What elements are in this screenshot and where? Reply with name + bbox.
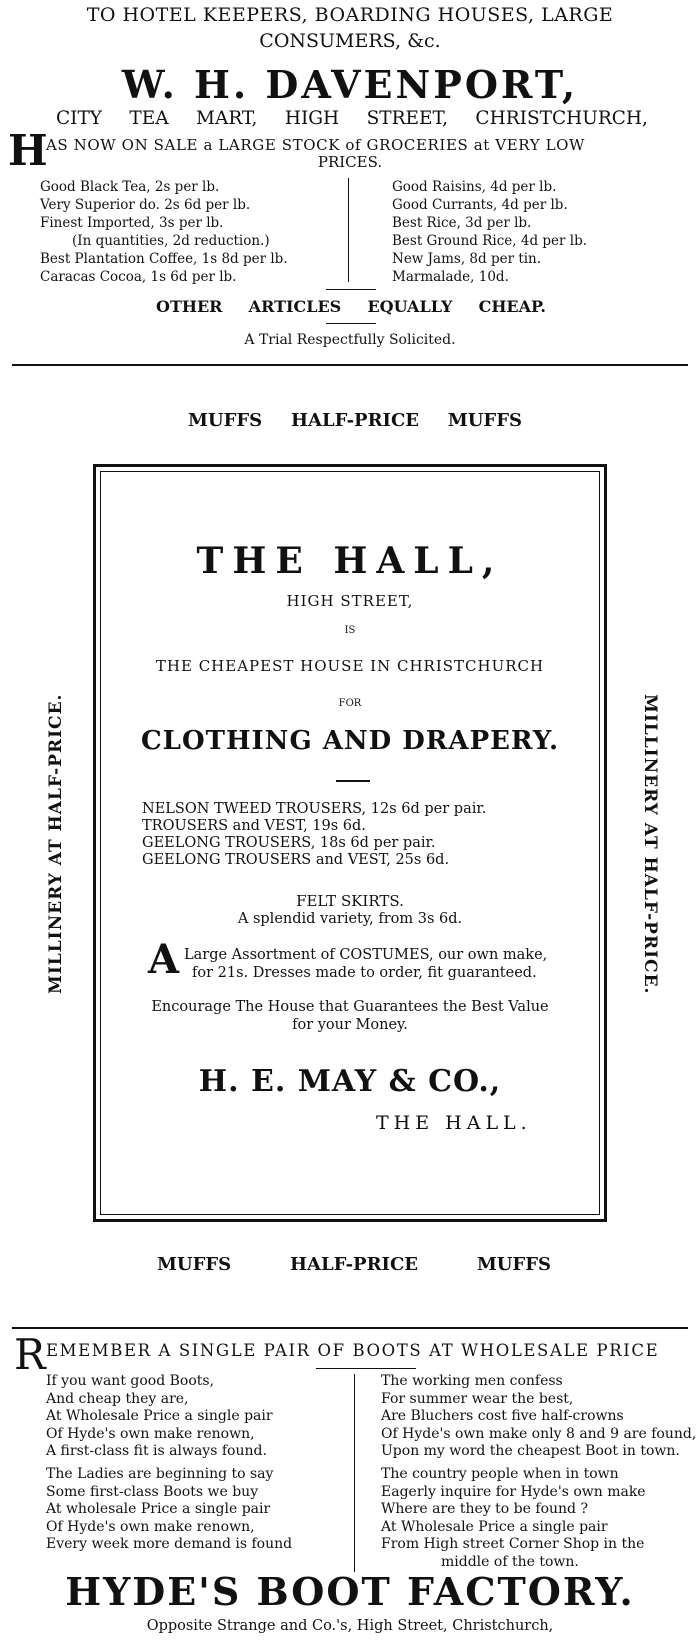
hall-clothing: CLOTHING AND DRAPERY. bbox=[140, 726, 560, 756]
muffs-word: MUFFS bbox=[188, 410, 263, 431]
verse-line: The working men confess bbox=[381, 1373, 563, 1389]
verse-line: Are Bluchers cost five half-crowns bbox=[381, 1408, 624, 1424]
verse-line: A first-class fit is always found. bbox=[46, 1443, 267, 1459]
verse-line: Of Hyde's own make renown, bbox=[46, 1425, 255, 1442]
davenport-heading-line2: CONSUMERS, &c. bbox=[259, 30, 441, 52]
verse-line: The country people when in town bbox=[381, 1466, 619, 1482]
davenport-column-divider bbox=[348, 178, 349, 282]
other-articles-word: ARTICLES bbox=[248, 297, 342, 316]
davenport-sale-line2: PRICES. bbox=[317, 153, 383, 171]
hyde-dropcap: R bbox=[14, 1330, 46, 1379]
verse-line: Eagerly inquire for Hyde's own make bbox=[381, 1483, 646, 1500]
short-divider bbox=[326, 323, 376, 324]
hall-street: HIGH STREET, bbox=[286, 592, 414, 610]
price-item: Marmalade, 10d. bbox=[392, 269, 509, 285]
davenport-trial: A Trial Respectfully Solicited. bbox=[244, 332, 456, 348]
section-divider bbox=[12, 1327, 688, 1329]
price-item: New Jams, 8d per tin. bbox=[392, 251, 542, 267]
price-item: Best Plantation Coffee, 1s 8d per lb. bbox=[40, 251, 288, 267]
section-divider bbox=[12, 364, 688, 366]
price-item: Good Currants, 4d per lb. bbox=[392, 197, 568, 213]
muffs-word: MUFFS bbox=[476, 1254, 551, 1275]
verse-line: Every week more demand is found bbox=[46, 1536, 293, 1552]
verse-line: Of Hyde's own make only 8 and 9 are found, bbox=[381, 1425, 697, 1442]
price-item: (In quantities, 2d reduction.) bbox=[72, 233, 270, 249]
hall-side-left-text: MILLINERY AT HALF-PRICE. bbox=[46, 693, 66, 994]
other-articles-word: EQUALLY bbox=[367, 297, 453, 316]
address-word: STREET, bbox=[366, 108, 449, 129]
hyde-right-verse1 bbox=[381, 1373, 696, 1461]
verse-line: And cheap they are, bbox=[46, 1390, 189, 1407]
davenport-heading-line1: TO HOTEL KEEPERS, BOARDING HOUSES, LARGE bbox=[86, 4, 614, 26]
hall-trousers-list bbox=[142, 801, 486, 869]
price-item: Best Rice, 3d per lb. bbox=[392, 215, 532, 231]
hall-encourage-line2: for your Money. bbox=[292, 1017, 408, 1033]
trousers-item: GEELONG TROUSERS, 18s 6d per pair. bbox=[142, 835, 436, 851]
hall-cheapest: THE CHEAPEST HOUSE IN CHRISTCHURCH bbox=[155, 657, 545, 675]
verse-line: middle of the town. bbox=[441, 1553, 579, 1570]
other-articles-word: OTHER bbox=[156, 297, 223, 316]
verse-line: From High street Corner Shop in the bbox=[381, 1536, 645, 1552]
trousers-item: TROUSERS and VEST, 19s 6d. bbox=[142, 818, 366, 834]
verse-line: For summer wear the best, bbox=[381, 1390, 574, 1407]
hall-felt-skirts: FELT SKIRTS. bbox=[296, 892, 404, 910]
verse-line: At Wholesale Price a single pair bbox=[381, 1518, 608, 1535]
verse-line: Some first-class Boots we buy bbox=[46, 1483, 259, 1500]
hall-costumes-line2: for 21s. Dresses made to order, fit guaranteed. bbox=[192, 965, 537, 981]
verse-line: Upon my word the cheapest Boot in town. bbox=[381, 1443, 680, 1459]
muffs-word: HALF-PRICE bbox=[290, 410, 420, 431]
hall-side-right-text: MILLINERY AT HALF-PRICE. bbox=[640, 694, 660, 995]
hyde-right-verse2 bbox=[381, 1466, 646, 1571]
short-divider bbox=[316, 1368, 416, 1369]
price-item: Good Raisins, 4d per lb. bbox=[392, 179, 557, 195]
hall-for: FOR bbox=[338, 698, 362, 709]
address-word: CHRISTCHURCH, bbox=[475, 108, 648, 129]
address-word: CITY bbox=[56, 108, 103, 129]
hyde-column-divider bbox=[354, 1374, 355, 1572]
verse-line: Of Hyde's own make renown, bbox=[46, 1518, 255, 1535]
other-articles-word: CHEAP. bbox=[478, 297, 546, 316]
davenport-other-articles bbox=[156, 297, 546, 316]
davenport-dropcap: H bbox=[8, 126, 48, 175]
davenport-left-prices bbox=[40, 178, 288, 286]
hall-top-muffs bbox=[188, 410, 522, 431]
hyde-opposite: Opposite Strange and Co.'s, High Street, Christchurch, bbox=[146, 1618, 554, 1634]
muffs-word: MUFFS bbox=[447, 410, 522, 431]
hall-encourage-line1: Encourage The House that Guarantees the Best Value bbox=[151, 999, 549, 1015]
short-divider bbox=[336, 780, 370, 782]
hall-bottom-muffs bbox=[157, 1254, 551, 1275]
davenport-address bbox=[56, 108, 648, 129]
verse-line: The Ladies are beginning to say bbox=[46, 1466, 274, 1482]
trousers-item: GEELONG TROUSERS and VEST, 25s 6d. bbox=[142, 852, 450, 868]
trousers-item: NELSON TWEED TROUSERS, 12s 6d per pair. bbox=[142, 801, 487, 817]
address-word: TEA bbox=[129, 108, 169, 129]
price-item: Best Ground Rice, 4d per lb. bbox=[392, 233, 588, 249]
verse-line: Where are they to be found ? bbox=[381, 1501, 588, 1517]
davenport-sale-line1: AS NOW ON SALE a LARGE STOCK of GROCERIES at VERY LOW bbox=[46, 136, 586, 154]
price-item: Caracas Cocoa, 1s 6d per lb. bbox=[40, 269, 237, 285]
price-item: Good Black Tea, 2s per lb. bbox=[40, 179, 220, 195]
address-word: HIGH bbox=[284, 108, 340, 129]
muffs-word: MUFFS bbox=[157, 1254, 232, 1275]
hall-splendid: A splendid variety, from 3s 6d. bbox=[237, 911, 463, 927]
verse-line: At Wholesale Price a single pair bbox=[46, 1408, 273, 1424]
price-item: Very Superior do. 2s 6d per lb. bbox=[40, 197, 251, 213]
hall-is: IS bbox=[344, 625, 356, 636]
hall-costumes-line1: Large Assortment of COSTUMES, our own make, bbox=[184, 947, 548, 963]
hall-may: H. E. MAY & CO., bbox=[198, 1064, 502, 1099]
hyde-factory-name: HYDE'S BOOT FACTORY. bbox=[65, 1569, 635, 1614]
hall-dropcap: A bbox=[148, 936, 180, 983]
verse-line: If you want good Boots, bbox=[46, 1373, 215, 1389]
address-word: MART, bbox=[196, 108, 258, 129]
hyde-left-verse2 bbox=[46, 1466, 292, 1554]
hall-the-hall: THE HALL. bbox=[376, 1112, 532, 1134]
price-item: Finest Imported, 3s per lb. bbox=[40, 215, 224, 231]
hall-title: THE HALL, bbox=[196, 540, 504, 582]
hyde-headline: EMEMBER A SINGLE PAIR OF BOOTS AT WHOLESALE PRICE bbox=[46, 1341, 660, 1360]
short-divider bbox=[326, 289, 376, 290]
hyde-left-verse1 bbox=[46, 1373, 273, 1461]
davenport-right-prices bbox=[392, 178, 587, 286]
verse-line: At wholesale Price a single pair bbox=[46, 1501, 271, 1517]
muffs-word: HALF-PRICE bbox=[289, 1254, 419, 1275]
davenport-name: W. H. DAVENPORT, bbox=[121, 62, 579, 107]
